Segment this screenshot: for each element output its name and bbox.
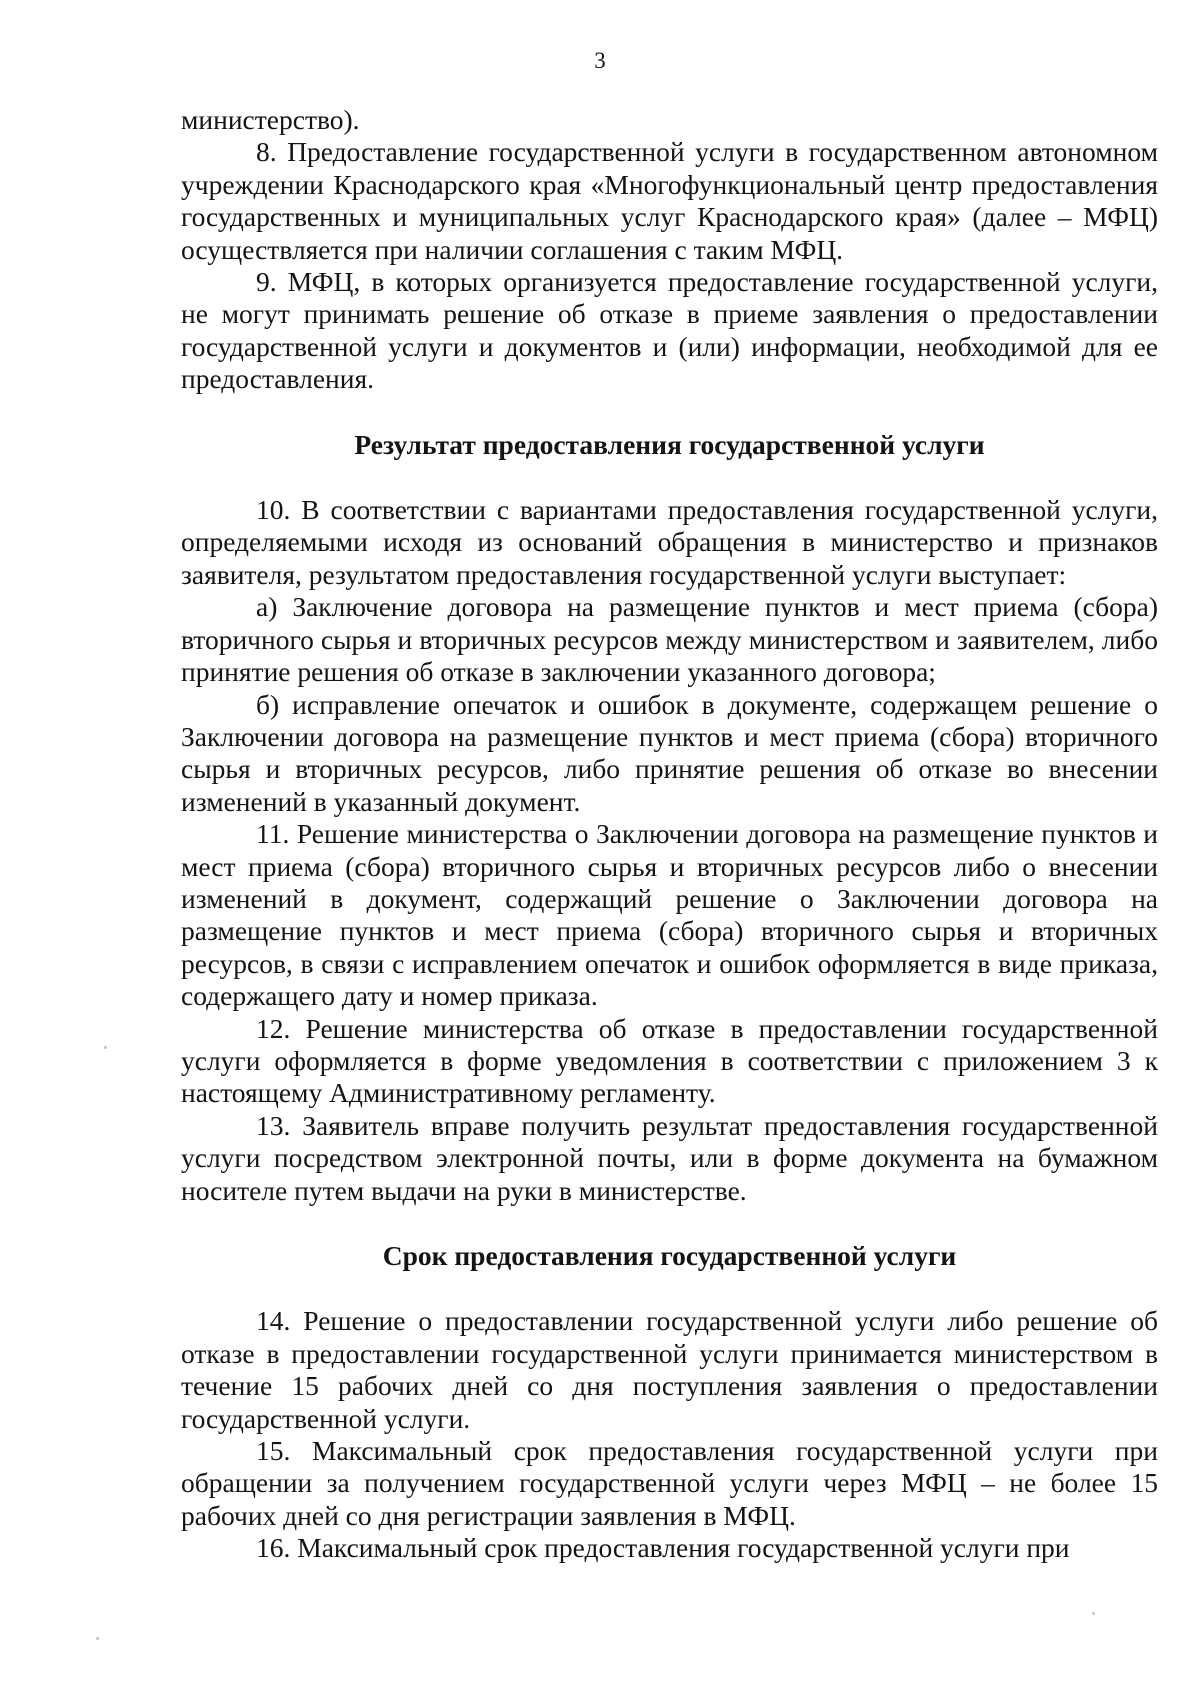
- scan-speck: [1092, 1612, 1095, 1615]
- paragraph-10: 10. В соответствии с вариантами предоставления государственной услуги, определяемыми исходя из оснований обращения в министерство и признаков заявителя, результатом предоставления государственной услуги выступает:: [181, 494, 1158, 590]
- paragraph-10-a: а) Заключение договора на размещение пунктов и мест приема (сбора) вторичного сырья и вторичных ресурсов между министерством и заявителем, либо принятие решения об отказе в заключении указанного договора;: [181, 591, 1158, 688]
- paragraph-9: 9. МФЦ, в которых организуется предоставление государственной услуги, не могут принимать решение об отказе в приеме заявления о предоставлении государственной услуги и документов и (или) информации, необходимой для ее предоставления.: [181, 266, 1158, 395]
- paragraph-continuation: министерство).: [181, 104, 360, 135]
- paragraph-14: 14. Решение о предоставлении государственной услуги либо решение об отказе в предоставлении государственной услуги принимается министерством в течение 15 рабочих дней со дня поступления заявления о предоставлении государственной услуги.: [181, 1305, 1158, 1434]
- section-heading-result: Результат предоставления государственной услуги: [354, 428, 985, 460]
- paragraph-8: 8. Предоставление государственной услуги в государственном автономном учреждении Краснодарского края «Многофункциональный центр предоставления государственных и муниципальных услуг Краснодарского края» (далее – МФЦ) осуществляется при наличии соглашения с таким МФЦ.: [181, 136, 1158, 265]
- page-number: 3: [594, 48, 606, 73]
- paragraph-11: 11. Решение министерства о Заключении договора на размещение пунктов и мест приема (сбора) вторичного сырья и вторичных ресурсов либо о внесении изменений в документ, содержащий решение о Заключении договора на размещение пунктов и мест приема (сбора) вторичного сырья и вторичных ресурсов, в связи с исправлением опечаток и ошибок оформляется в виде приказа, содержащего дату и номер приказа.: [181, 818, 1158, 1012]
- paragraph-12: 12. Решение министерства об отказе в предоставлении государственной услуги оформляется в форме уведомления в соответствии с приложением 3 к настоящему Административному регламенту.: [181, 1012, 1158, 1109]
- scan-speck: [104, 1046, 107, 1049]
- paragraph-13: 13. Заявитель вправе получить результат предоставления государственной услуги посредством электронной почты, или в форме документа на бумажном носителе путем выдачи на руки в министерстве.: [181, 1109, 1158, 1206]
- paragraph-15: 15. Максимальный срок предоставления государственной услуги при обращении за получением государственной услуги через МФЦ – не более 15 рабочих дней со дня регистрации заявления в МФЦ.: [181, 1435, 1158, 1531]
- document-body: [181, 104, 1158, 1565]
- section-heading-term: Срок предоставления государственной услуги: [382, 1240, 957, 1271]
- scan-speck: [96, 1637, 99, 1640]
- paragraph-10-b: б) исправление опечаток и ошибок в документе, содержащем решение о Заключении договора на размещение пунктов и мест приема (сбора) вторичного сырья и вторичных ресурсов, либо принятие решения об отказе во внесении изменений в указанный документ.: [181, 688, 1158, 817]
- paragraph-16: 16. Максимальный срок предоставления государственной услуги при: [256, 1532, 1070, 1564]
